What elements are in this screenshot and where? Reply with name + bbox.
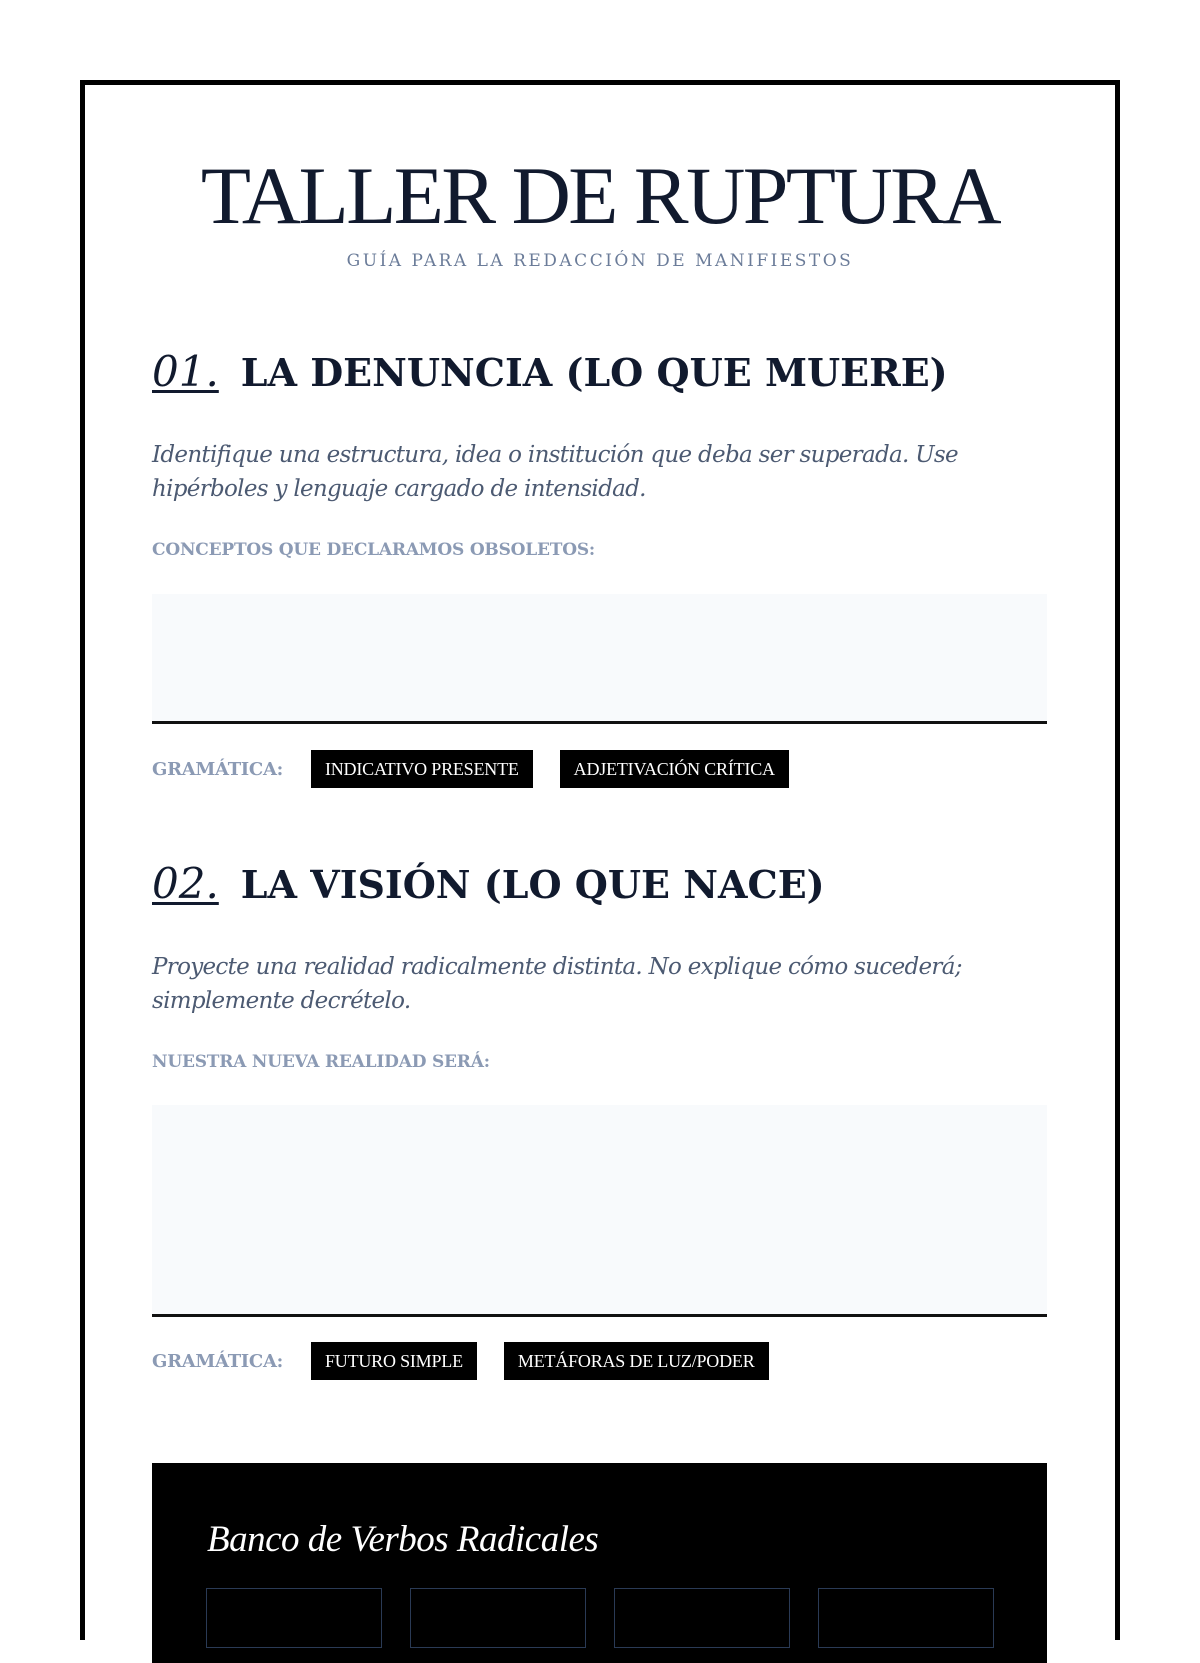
section-1-field-label: CONCEPTOS QUE DECLARAMOS OBSOLETOS: — [152, 540, 596, 560]
section-2-header — [152, 859, 825, 908]
section-1-grammar-row — [152, 750, 816, 788]
grammar-tag: METÁFORAS DE LUZ/PODER — [504, 1342, 769, 1380]
section-1-grammar-label: GRAMÁTICA: — [152, 758, 283, 780]
new-reality-input[interactable] — [152, 1105, 1047, 1317]
verb-card[interactable] — [818, 1588, 994, 1648]
section-2-field-label: NUESTRA NUEVA REALIDAD SERÁ: — [152, 1052, 490, 1072]
page-subtitle: GUÍA PARA LA REDACCIÓN DE MANIFIESTOS — [346, 251, 854, 271]
section-1-header — [152, 347, 948, 396]
section-1-description: Identifique una estructura, idea o institución que deba ser superada. Use hipérboles y lenguaje cargado de intensidad. — [152, 442, 958, 502]
verb-bank-panel — [152, 1463, 1047, 1663]
grammar-tag: ADJETIVACIÓN CRÍTICA — [560, 750, 789, 788]
verb-bank-title: Banco de Verbos Radicales — [207, 1519, 599, 1560]
worksheet-card — [80, 80, 1120, 1640]
obsolete-concepts-input[interactable] — [152, 594, 1047, 724]
page-title: TALLER DE RUPTURA — [200, 150, 1000, 241]
grammar-tag: FUTURO SIMPLE — [311, 1342, 477, 1380]
section-1-number: 01. — [152, 347, 219, 396]
section-2-grammar-label: GRAMÁTICA: — [152, 1350, 283, 1372]
section-2-title: LA VISIÓN (LO QUE NACE) — [240, 862, 825, 907]
grammar-tag: INDICATIVO PRESENTE — [311, 750, 533, 788]
section-2-description: Proyecte una realidad radicalmente distinta. No explique cómo sucederá; simplemente decrételo. — [152, 954, 962, 1014]
verb-card[interactable] — [206, 1588, 382, 1648]
verb-card[interactable] — [614, 1588, 790, 1648]
section-2-number: 02. — [152, 859, 219, 908]
verb-card[interactable] — [410, 1588, 586, 1648]
section-2-grammar-row — [152, 1342, 796, 1380]
section-1-title: LA DENUNCIA (LO QUE MUERE) — [240, 350, 948, 395]
